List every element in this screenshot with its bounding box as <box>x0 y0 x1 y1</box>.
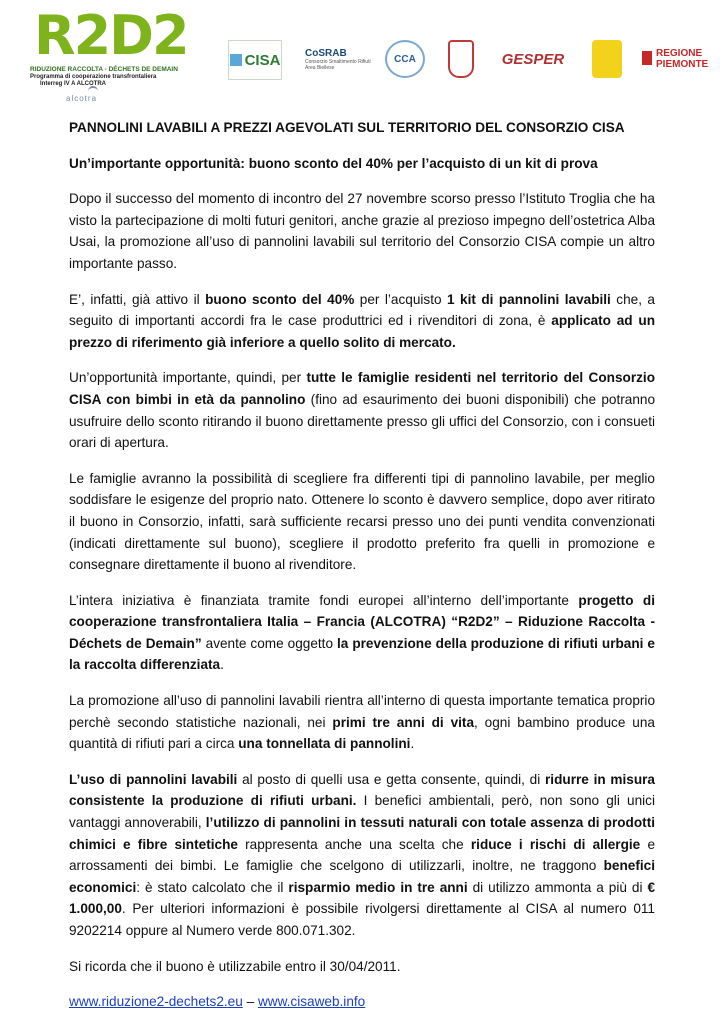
document-title: PANNOLINI LAVABILI A PREZZI AGEVOLATI SUL TERRITORIO DEL CONSORZIO CISA <box>69 120 625 135</box>
cisa-logo-text: CISA <box>244 51 281 69</box>
bold-text: € 1.000,00 <box>69 879 656 917</box>
alcotra-label: alcotra <box>66 94 98 103</box>
bold-text: primi tre anni di vita <box>332 714 475 730</box>
bold-text: una tonnellata di pannolini <box>238 736 411 752</box>
cisa-cube-icon <box>230 54 242 66</box>
links-line <box>69 991 655 1013</box>
restaurant-logo <box>592 40 622 78</box>
logo-header <box>30 4 709 112</box>
cosrab-logo-text: CoSRAB <box>305 47 347 59</box>
municipal-crest-logo <box>448 40 474 78</box>
bold-text: benefici economici <box>69 858 655 895</box>
bold-text: L’uso di pannolini lavabili <box>69 771 238 787</box>
bold-text: risparmio medio in tre anni <box>288 879 468 895</box>
document-subtitle: Un’importante opportunità: buono sconto del 40% per l’acquisto di un kit di prova <box>69 155 598 171</box>
paragraph: Un’opportunità importante, quindi, per tutte le famiglie residenti nel territorio del Consorzio CISA con bimbi in età da pannolino (fino ad esaurimento dei buoni disponibili) che potranno usufruire dello sconto ritirando il buono direttamente presso gli uffici del Consorzio, con i consueti orari di apertura. <box>69 370 656 451</box>
bold-text: 1 kit di pannolini lavabili <box>447 291 611 307</box>
gesper-logo-text: GESPER <box>501 50 565 68</box>
bold-text: la prevenzione della produzione di rifiuti urbani e la raccolta differenziata <box>69 635 655 673</box>
links-separator: – <box>242 994 258 1010</box>
r2d2-logo-line3: Interreg IV A ALCOTRA <box>40 81 107 87</box>
cosrab-logo <box>305 40 375 78</box>
cisa-logo <box>228 40 282 80</box>
cisaweb-link[interactable]: www.cisaweb.info <box>257 994 366 1010</box>
r2d2-logo-text: R2D2 <box>34 4 188 67</box>
gesper-logo <box>498 40 568 78</box>
bold-text: applicato ad un prezzo di riferimento già inferiore a quello solito di mercato. <box>69 313 656 350</box>
cosrab-logo-subtext: Consorzio Smaltimento Rifiuti Area Biellese <box>305 58 371 71</box>
paragraph: L’uso di pannolini lavabili al posto di quelli usa e getta consente, quindi, di ridurre in misura consistente la produzione di rifiuti urbani. I benefici ambientali, però, non sono gli unici vantaggi annoverabili, l’utilizzo di pannolini in tessuti naturali con totale assenza di prodotti chimici e fibre sintetiche rappresenta anche una scelta che riduce i rischi di allergie e arrossamenti dei bimbi. Le famiglie che scelgono di utilizzarli, inoltre, ne traggono benefici economici: è stato calcolato che il risparmio medio in tre anni di utilizzo ammonta a più di € 1.000,00. Per ulteriori informazioni è possibile rivolgersi direttamente al CISA al numero 011 9202214 oppure al Numero verde 800.071.302. <box>69 771 656 938</box>
r2d2-logo <box>30 4 188 112</box>
regione-line1: REGIONE <box>656 48 703 59</box>
paragraph: Si ricorda che il buono è utilizzabile entro il 30/04/2011. <box>69 958 401 974</box>
riduzione-link[interactable]: www.riduzione2-dechets2.eu <box>69 994 243 1010</box>
cca-logo <box>385 40 425 78</box>
bold-text: riduce i rischi di allergie <box>470 836 641 852</box>
regione-line2: PIEMONTE <box>656 59 709 70</box>
paragraph: E’, infatti, già attivo il buono sconto del 40% per l’acquisto 1 kit di pannolini lavabili che, a seguito di importanti accordi fra le case produttrici ed i rivenditori di zona, è applicato ad un prezzo di riferimento già inferiore a quello solito di mercato. <box>69 291 656 350</box>
regione-piemonte-logo <box>642 40 709 78</box>
paragraph: L’intera iniziativa è finanziata tramite fondi europei all’interno dell’importante progetto di cooperazione transfrontaliera Italia – Francia (ALCOTRA) “R2D2” – Riduzione Raccolta - Déchets de Demain” avente come oggetto la prevenzione della produzione di rifiuti urbani e la raccolta differenziata. <box>69 592 656 673</box>
piemonte-flag-icon <box>642 51 652 65</box>
bold-text: progetto di cooperazione transfrontaliera Italia – Francia (ALCOTRA) “R2D2” – Riduzione Raccolta - Déchets de Demain” <box>69 592 656 651</box>
bold-text: buono sconto del 40% <box>205 291 355 307</box>
paragraph: Dopo il successo del momento di incontro del 27 novembre scorso presso l’Istituto Troglia che ha visto la partecipazione di molti futuri genitori, anche grazie al prezioso impegno dell’ostetrica Alba Usai, la promozione all’uso di pannolini lavabili sul territorio del Consorzio CISA compie un altro importante passo. <box>69 191 655 271</box>
cca-logo-text: CCA <box>394 53 416 65</box>
r2d2-logo-line2: Programma di cooperazione transfrontaliera <box>30 74 157 80</box>
bold-text: tutte le famiglie residenti nel territorio del Consorzio CISA con bimbi in età da pannolino <box>69 370 655 407</box>
bold-text: l’utilizzo di pannolini in tessuti naturali con totale assenza di prodotti chimici e fibre sintetiche <box>69 815 655 852</box>
document-body <box>69 117 655 1013</box>
paragraph: Le famiglie avranno la possibilità di scegliere fra differenti tipi di pannolino lavabile, per meglio soddisfare le esigenze del proprio nato. Ottenere lo sconto è davvero semplice, dopo aver ritirato il buono in Consorzio, infatti, sarà sufficiente recarsi presso uno dei punti vendita convenzionati (indicati direttamente sul buono), scegliere il prodotto preferito fra quelli in promozione e consegnare direttamente il buono al rivenditore. <box>69 470 655 573</box>
r2d2-logo-line1: RIDUZIONE RACCOLTA - DÉCHETS DE DEMAIN <box>30 66 178 73</box>
paragraph: La promozione all’uso di pannolini lavabili rientra all’interno di questa importante tematica proprio perchè secondo statistiche nazionali, nei primi tre anni di vita, ogni bambino produce una quantità di rifiuti pari a circa una tonnellata di pannolini. <box>69 693 655 752</box>
bold-text: ridurre in misura consistente la produzione di rifiuti urbani. <box>69 771 655 809</box>
